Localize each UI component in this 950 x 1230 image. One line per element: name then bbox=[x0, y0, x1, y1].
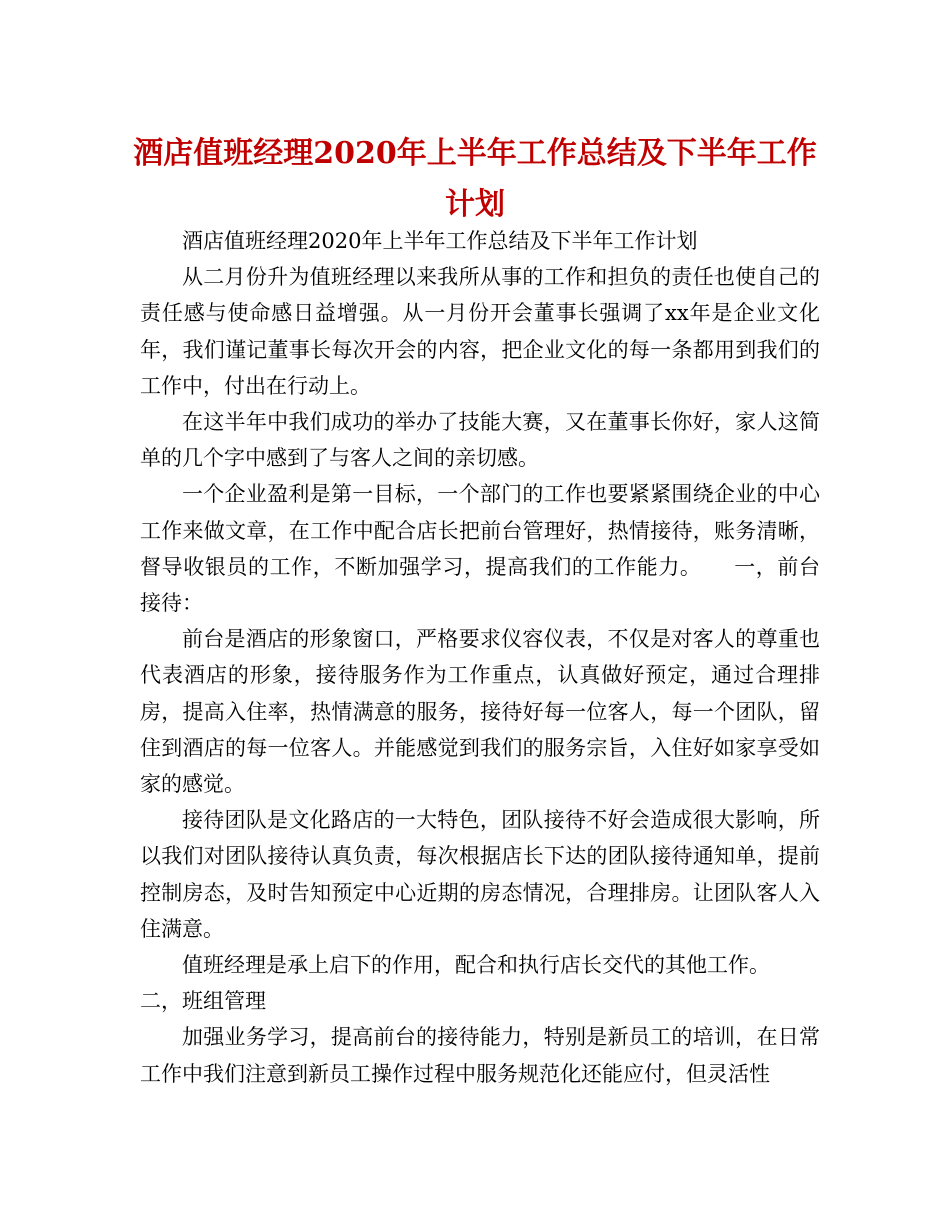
paragraph-duty-manager: 值班经理是承上启下的作用，配合和执行店长交代的其他工作。 bbox=[182, 953, 770, 978]
paragraph-skills-contest: 在这半年中我们成功的举办了技能大赛，又在董事长你好，家人这简单的几个字中感到了与客人之间的亲切感。 bbox=[140, 410, 820, 471]
document-body bbox=[140, 223, 820, 1092]
paragraph-front-desk: 前台是酒店的形象窗口，严格要求仪容仪表，不仅是对客人的尊重也代表酒店的形象，接待服务作为工作重点，认真做好预定，通过合理排房，提高入住率，热情满意的服务，接待好每一位客人，每一个团队，留住到酒店的每一位客人。并能感觉到我们的服务宗旨，入住好如家享受如家的感觉。 bbox=[140, 627, 820, 797]
document-title: 酒店值班经理2020年上半年工作总结及下半年工作计划 bbox=[133, 136, 817, 222]
paragraph-profit-goal: 一个企业盈利是第一目标，一个部门的工作也要紧紧围绕企业的中心工作来做文章，在工作中配合店长把前台管理好，热情接待，账务清晰，督导收银员的工作，不断加强学习，提高我们的工作能力。 一，前台接待： bbox=[140, 482, 820, 616]
paragraph-intro: 从二月份升为值班经理以来我所从事的工作和担负的责任也使自己的责任感与使命感日益增强。从一月份开会董事长强调了xx年是企业文化年，我们谨记董事长每次开会的内容，把企业文化的每一条都用到我们的工作中，付出在行动上。 bbox=[140, 265, 820, 398]
paragraph-subtitle: 酒店值班经理2020年上半年工作总结及下半年工作计划 bbox=[182, 229, 698, 253]
section-heading-team-management: 二，班组管理 bbox=[140, 989, 266, 1014]
paragraph-group-reception: 接待团队是文化路店的一大特色，团队接待不好会造成很大影响，所以我们对团队接待认真负责，每次根据店长下达的团队接待通知单，提前控制房态，及时告知预定中心近期的房态情况，合理排房。让团队客人入住满意。 bbox=[140, 808, 820, 941]
paragraph-training: 加强业务学习，提高前台的接待能力，特别是新员工的培训，在日常工作中我们注意到新员工操作过程中服务规范化还能应付，但灵活性 bbox=[140, 1025, 820, 1086]
